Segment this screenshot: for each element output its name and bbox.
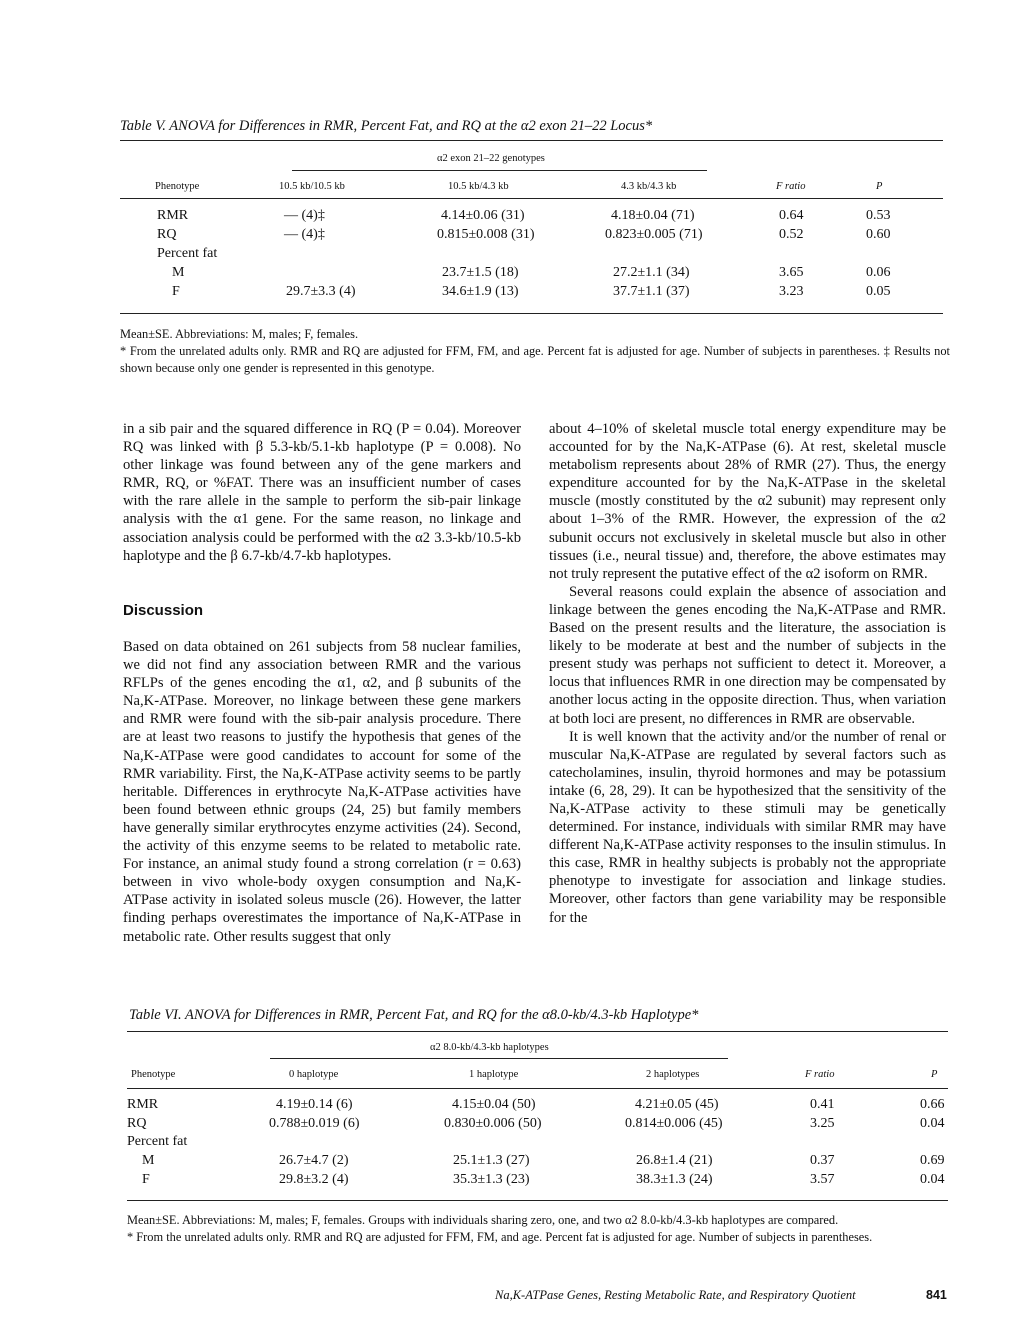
cell-g3: 26.8±1.4 (21) <box>636 1153 713 1168</box>
table6-caption: Table VI. ANOVA for Differences in RMR, Percent Fat, and RQ for the α8.0-kb/4.3-kb Haplotype* <box>129 1007 699 1023</box>
cell-g1: 29.7±3.3 (4) <box>286 284 356 299</box>
table6-col-p: P <box>931 1069 938 1080</box>
cell-f: 0.64 <box>779 208 804 223</box>
cell-g2: 34.6±1.9 (13) <box>442 284 519 299</box>
cell-p: 0.53 <box>866 208 891 223</box>
row-label: M <box>172 265 185 280</box>
cell-f: 3.25 <box>810 1116 835 1131</box>
cell-g2: 25.1±1.3 (27) <box>453 1153 530 1168</box>
cell-g1: — (4)‡ <box>284 208 325 223</box>
table6-col-g1: 0 haplotype <box>289 1069 339 1080</box>
table6-col-f: F ratio <box>805 1069 835 1080</box>
table6-col-g2: 1 haplotype <box>469 1069 519 1080</box>
row-label: Percent fat <box>127 1134 188 1149</box>
table5-bottom-rule <box>120 313 943 314</box>
cell-g1: — (4)‡ <box>284 227 325 242</box>
row-label: RMR <box>157 208 189 223</box>
row-label: M <box>142 1153 155 1168</box>
cell-g3: 0.823±0.005 (71) <box>605 227 703 242</box>
table5-col-g2: 10.5 kb/4.3 kb <box>448 181 509 192</box>
table6-footnote-2: * From the unrelated adults only. RMR and RQ are adjusted for FFM, FM, and age. Percent fat is adjusted for age. Number of subjects in parentheses. <box>127 1230 873 1244</box>
table5-header-rule <box>120 198 943 199</box>
table5-top-rule <box>120 140 943 141</box>
cell-f: 3.23 <box>779 284 804 299</box>
cell-p: 0.60 <box>866 227 891 242</box>
paragraph: Based on data obtained on 261 subjects from 58 nuclear families, we did not find any association between RMR and the various RFLPs of the genes encoding the α1, α2, and β subunits of the Na,K-ATPase. Moreover, no linkage between these gene markers and RMR were found with the sib-pair analysis procedure. There are at least two reasons to justify the hypothesis that genes of the Na,K-ATPase were good candidates to account for some of the RMR variability. First, the Na,K-ATPase activity seems to be partly heritable. Differences in erythrocyte Na,K-ATPase activities have been found between ethnic groups (24, 25) but family members have generally similar erythrocytes enzyme activities (24). Second, the activity of this enzyme seems to be related to metabolic rate. For instance, an animal study found a strong correlation (r = 0.63) between in vivo whole-body oxygen consumption and Na,K-ATPase activity in isolated soleus muscle (26). However, the latter finding perhaps overestimates the importance of Na,K-ATPase in metabolic rate. Other results suggest that only <box>123 639 521 945</box>
table5-col-p: P <box>876 181 883 192</box>
table5-footnote-1: Mean±SE. Abbreviations: M, males; F, females. <box>120 327 359 341</box>
cell-g2: 4.15±0.04 (50) <box>452 1097 536 1112</box>
cell-g3: 4.21±0.05 (45) <box>635 1097 719 1112</box>
cell-g3: 37.7±1.1 (37) <box>613 284 690 299</box>
cell-g2: 0.815±0.008 (31) <box>437 227 535 242</box>
cell-g2: 23.7±1.5 (18) <box>442 265 519 280</box>
table5-col-f: F ratio <box>776 181 806 192</box>
table5-group-rule <box>292 170 707 171</box>
cell-p: 0.69 <box>920 1153 945 1168</box>
table6-bottom-rule <box>127 1200 948 1201</box>
table6-col-g3: 2 haplotypes <box>646 1069 700 1080</box>
cell-f: 0.37 <box>810 1153 835 1168</box>
cell-g2: 0.830±0.006 (50) <box>444 1116 542 1131</box>
table5-footnote-2: * From the unrelated adults only. RMR and RQ are adjusted for FFM, FM, and age. Percent fat is adjusted for age. Number of subjects in parentheses. ‡ Results not shown because only one gender is represented in this genotype. <box>120 344 950 375</box>
cell-f: 0.52 <box>779 227 804 242</box>
cell-p: 0.04 <box>920 1172 945 1187</box>
cell-p: 0.05 <box>866 284 891 299</box>
paragraph: about 4–10% of skeletal muscle total energy expenditure may be accounted for by the Na,K-ATPase (6). At rest, skeletal muscle metabolism represents about 28% of RMR (27). Thus, the energy expenditure accounted for by the Na,K-ATPase in the skeletal muscle (mostly constituted by the α2 subunit) may represent only about 1–3% of the RMR. However, the expression of the α2 subunit occurs not exclusively in skeletal muscle but also in other tissues (i.e., neural tissue) and, therefore, the above estimates may not truly represent the putative effect of the α2 isoform on RMR. <box>549 421 946 582</box>
cell-g2: 35.3±1.3 (23) <box>453 1172 530 1187</box>
cell-g3: 38.3±1.3 (24) <box>636 1172 713 1187</box>
cell-g3: 4.18±0.04 (71) <box>611 208 695 223</box>
cell-g1: 29.8±3.2 (4) <box>279 1172 349 1187</box>
table5-col-g3: 4.3 kb/4.3 kb <box>621 181 677 192</box>
row-label: F <box>142 1172 150 1187</box>
row-label: F <box>172 284 180 299</box>
row-label: Percent fat <box>157 246 218 261</box>
cell-g1: 0.788±0.019 (6) <box>269 1116 360 1131</box>
running-title: Na,K-ATPase Genes, Resting Metabolic Rate, and Respiratory Quotient <box>495 1288 856 1302</box>
cell-f: 3.57 <box>810 1172 835 1187</box>
table6-group-header: α2 8.0-kb/4.3-kb haplotypes <box>430 1042 549 1053</box>
row-label: RMR <box>127 1097 159 1112</box>
table6-group-rule <box>270 1058 728 1059</box>
cell-f: 3.65 <box>779 265 804 280</box>
table6-top-rule <box>127 1031 948 1032</box>
left-column-discussion <box>123 638 521 946</box>
table5-col-phenotype: Phenotype <box>155 181 200 192</box>
table6-col-phenotype: Phenotype <box>131 1069 176 1080</box>
table6-header-rule <box>127 1088 948 1089</box>
table5-col-g1: 10.5 kb/10.5 kb <box>279 181 345 192</box>
table5-group-header: α2 exon 21–22 genotypes <box>437 153 545 164</box>
paragraph: Several reasons could explain the absence of association and linkage between the genes encoding the Na,K-ATPase and RMR. Based on the present results and the literature, the association is likely to be moderate at best and the number of subjects in the present study was perhaps not sufficient to detect it. Moreover, a locus that influences RMR in one direction may be compensated by another locus acting in the opposite direction. Thus, when variation at both loci are present, no differences in RMR are observable. <box>549 583 946 727</box>
cell-p: 0.04 <box>920 1116 945 1131</box>
cell-g1: 4.19±0.14 (6) <box>276 1097 353 1112</box>
section-heading-discussion: Discussion <box>123 602 204 619</box>
cell-p: 0.06 <box>866 265 891 280</box>
left-column <box>123 420 521 565</box>
row-label: RQ <box>127 1116 147 1131</box>
row-label: RQ <box>157 227 177 242</box>
cell-g1: 26.7±4.7 (2) <box>279 1153 349 1168</box>
cell-p: 0.66 <box>920 1097 945 1112</box>
right-column <box>549 420 946 927</box>
paragraph: It is well known that the activity and/or the number of renal or muscular Na,K-ATPase are regulated by several factors such as catecholamines, insulin, thyroid hormones and may be potassium intake (6, 28, 29). It can be hypothesized that the sensitivity of the Na,K-ATPase activity to these stimuli may be genetically determined. For instance, individuals with similar RMR may have different Na,K-ATPase activity responses to the insulin stimulus. In this case, RMR in healthy subjects is probably not the appropriate phenotype to investigate for association and linkage studies. Moreover, other factors than gene variability may be responsible for the <box>549 728 946 926</box>
cell-g2: 4.14±0.06 (31) <box>441 208 525 223</box>
paragraph: in a sib pair and the squared difference in RQ (P = 0.04). Moreover RQ was linked with β 5.3-kb/5.1-kb haplotype (P = 0.008). No other linkage was found between any of the gene markers and RMR, RQ, or %FAT. There was an insufficient number of cases with the rare allele in the sample to perform the sib-pair linkage analysis with the α1 gene. For the same reason, no linkage and association analysis could be performed with the α2 3.3-kb/10.5-kb haplotype and the β 6.7-kb/4.7-kb haplotypes. <box>123 421 521 564</box>
table6-footnote-1: Mean±SE. Abbreviations: M, males; F, females. Groups with individuals sharing zero, one, and two α2 8.0-kb/4.3-kb haplotypes are compared. <box>127 1213 839 1227</box>
table5-caption: Table V. ANOVA for Differences in RMR, Percent Fat, and RQ at the α2 exon 21–22 Locus* <box>120 118 653 134</box>
cell-g3: 27.2±1.1 (34) <box>613 265 690 280</box>
page-number: 841 <box>926 1288 947 1302</box>
cell-f: 0.41 <box>810 1097 835 1112</box>
cell-g3: 0.814±0.006 (45) <box>625 1116 723 1131</box>
